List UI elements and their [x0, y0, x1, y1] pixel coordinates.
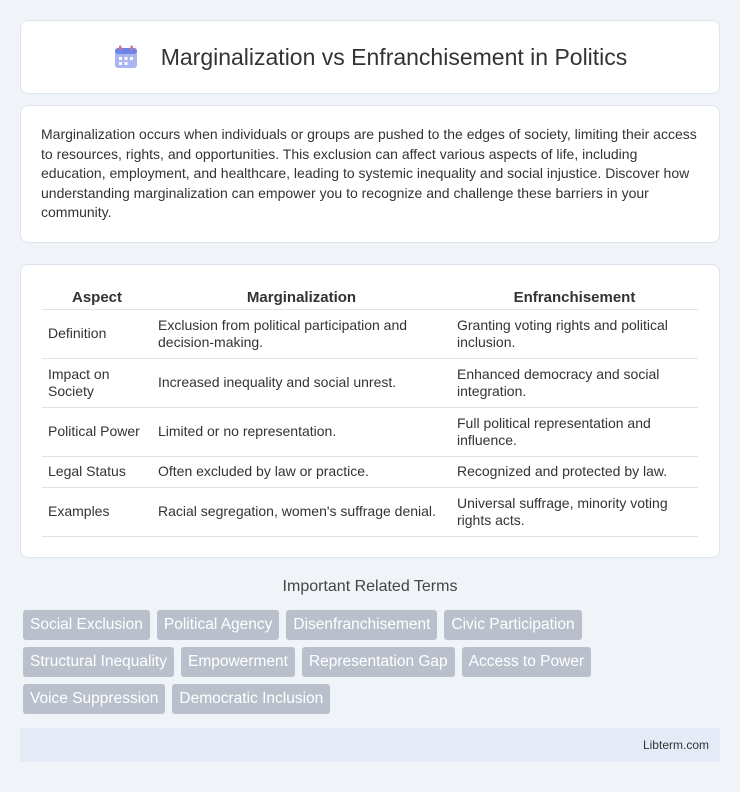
table-cell: Impact on Society	[42, 358, 152, 407]
table-row	[42, 487, 698, 536]
related-terms-title: Important Related Terms	[282, 578, 458, 595]
page-title: Marginalization vs Enfranchisement in Politics	[160, 43, 628, 70]
column-header: Enfranchisement	[513, 289, 636, 307]
calendar-icon	[113, 44, 139, 70]
footer-site-link[interactable]: Libterm.com	[642, 738, 709, 752]
tag-social-exclusion[interactable]: Social Exclusion	[23, 610, 150, 640]
tag-disenfranchisement[interactable]: Disenfranchisement	[286, 610, 437, 640]
tag-civic-participation[interactable]: Civic Participation	[444, 610, 581, 640]
tag-democratic-inclusion[interactable]: Democratic Inclusion	[172, 684, 330, 714]
table-cell: Definition	[42, 309, 152, 358]
table-row	[42, 358, 698, 407]
table-cell: Political Power	[42, 407, 152, 456]
related-terms-list	[23, 610, 723, 714]
column-header: Aspect	[71, 289, 123, 307]
table-cell: Enhanced democracy and social integration.	[451, 358, 698, 407]
column-header: Marginalization	[246, 289, 357, 307]
tag-political-agency[interactable]: Political Agency	[157, 610, 280, 640]
intro-card	[20, 105, 720, 243]
table-row	[42, 456, 698, 487]
table-row	[42, 309, 698, 358]
table-cell: Often excluded by law or practice.	[152, 456, 451, 487]
table-cell: Racial segregation, women's suffrage denial.	[152, 487, 451, 536]
tag-voice-suppression[interactable]: Voice Suppression	[23, 684, 165, 714]
comparison-table-card	[20, 264, 720, 558]
tag-structural-inequality[interactable]: Structural Inequality	[23, 647, 174, 677]
table-row	[42, 407, 698, 456]
table-cell: Recognized and protected by law.	[451, 456, 698, 487]
comparison-table	[42, 287, 698, 537]
table-cell: Legal Status	[42, 456, 152, 487]
tag-empowerment[interactable]: Empowerment	[181, 647, 295, 677]
header-card	[20, 20, 720, 94]
table-header-row	[42, 287, 698, 309]
footer	[20, 728, 720, 762]
table-cell: Granting voting rights and political inclusion.	[451, 309, 698, 358]
table-cell: Examples	[42, 487, 152, 536]
intro-text: Marginalization occurs when individuals or groups are pushed to the edges of society, limiting their access to resources, rights, and opportunities. This exclusion can affect various aspects of life, including education, employment, and healthcare, leading to systemic inequality and social injustice. Discover how understanding marginalization can empower you to recognize and challenge these barriers in your community.	[41, 126, 697, 221]
table-cell: Universal suffrage, minority voting rights acts.	[451, 487, 698, 536]
table-cell: Increased inequality and social unrest.	[152, 358, 451, 407]
table-cell: Full political representation and influence.	[451, 407, 698, 456]
table-cell: Exclusion from political participation and decision-making.	[152, 309, 451, 358]
tag-representation-gap[interactable]: Representation Gap	[302, 647, 455, 677]
table-cell: Limited or no representation.	[152, 407, 451, 456]
tag-access-to-power[interactable]: Access to Power	[462, 647, 591, 677]
